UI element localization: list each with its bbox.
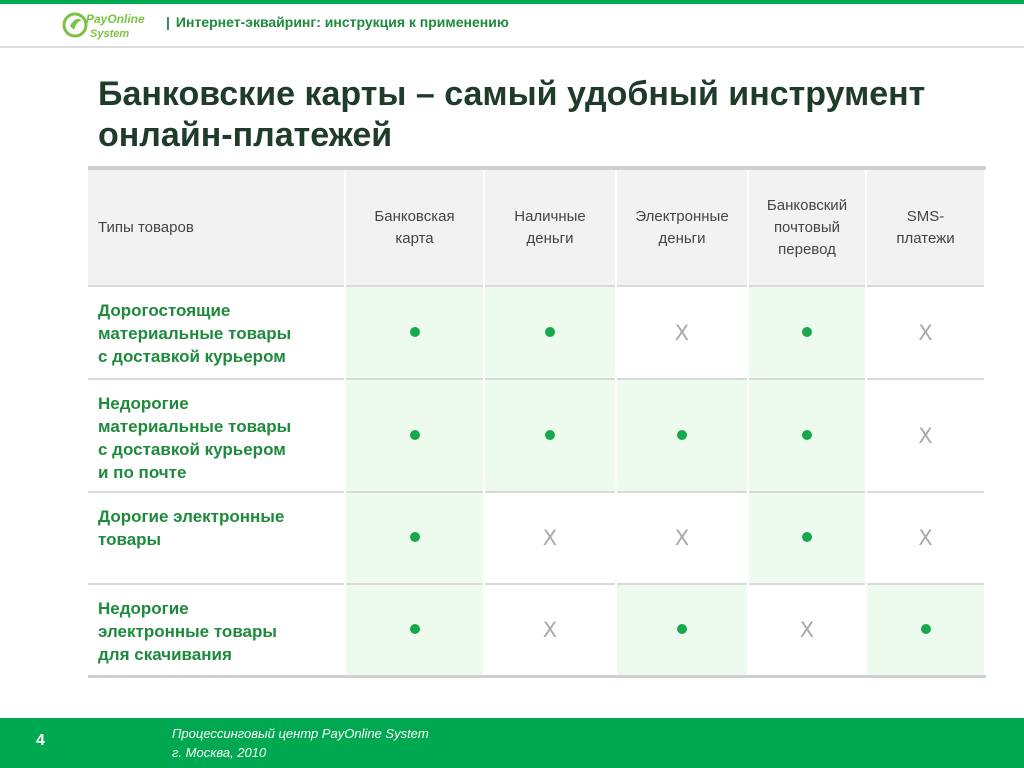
column-header-line: SMS- xyxy=(906,207,945,225)
not-supported-cross-icon: Х xyxy=(918,423,933,448)
row-header-product-type xyxy=(88,584,345,676)
column-header-postal-transfer xyxy=(748,168,866,286)
table-cell xyxy=(616,584,748,676)
table-header-row xyxy=(88,168,985,286)
not-supported-cross-icon: Х xyxy=(918,526,933,550)
table-cell xyxy=(484,492,616,584)
footer-bar xyxy=(0,718,1024,768)
footer-location-year: г. Москва, 2010 xyxy=(172,745,267,760)
not-supported-cross-icon: Х xyxy=(674,526,690,550)
not-supported-cross-icon: Х xyxy=(918,320,933,345)
svg-text:System: System xyxy=(90,28,130,40)
top-accent-bar xyxy=(0,0,1024,4)
column-header-line: Электронные xyxy=(635,207,729,225)
table-cell xyxy=(748,492,866,584)
header-subtitle xyxy=(166,14,509,30)
supported-dot-icon xyxy=(677,624,687,634)
slide-title-line-2: онлайн-платежей xyxy=(98,116,393,154)
column-header-e-money xyxy=(616,168,748,286)
column-header-sms xyxy=(866,168,985,286)
row-header-product-type xyxy=(88,492,345,584)
svg-text:PayOnline: PayOnline xyxy=(86,12,145,26)
payment-methods-table xyxy=(88,166,986,678)
column-header-line: карта xyxy=(395,229,434,247)
row-header-line: Дорогостоящие xyxy=(98,301,231,320)
table-row xyxy=(88,286,985,379)
column-header-bank-card xyxy=(345,168,484,286)
column-header-line: перевод xyxy=(778,240,836,258)
table-cell xyxy=(616,492,748,584)
supported-dot-icon xyxy=(410,430,420,440)
table-cell xyxy=(484,286,616,379)
table-row xyxy=(88,379,985,492)
row-header-line: для скачивания xyxy=(98,645,232,664)
payonline-logo xyxy=(62,8,162,42)
column-header-cash xyxy=(484,168,616,286)
column-header-line: деньги xyxy=(526,229,574,247)
supported-dot-icon xyxy=(545,327,555,337)
header-divider xyxy=(0,46,1024,48)
row-header-line: материальные товары xyxy=(98,417,292,436)
column-header-line: деньги xyxy=(658,229,706,247)
table-cell xyxy=(748,379,866,492)
column-header-line: почтовый xyxy=(773,218,841,236)
supported-dot-icon xyxy=(802,430,812,440)
row-header-line: и по почте xyxy=(98,463,187,482)
table-cell xyxy=(748,584,866,676)
supported-dot-icon xyxy=(677,430,687,440)
row-header-line: товары xyxy=(98,530,162,549)
column-header-line: Банковская xyxy=(374,207,455,225)
row-header-line: с доставкой курьером xyxy=(98,347,286,366)
table-cell xyxy=(345,286,484,379)
row-header-product-type xyxy=(88,379,345,492)
table-row xyxy=(88,492,985,584)
table-row xyxy=(88,584,985,676)
table-cell xyxy=(345,379,484,492)
column-header-line: Наличные xyxy=(514,207,586,225)
supported-dot-icon xyxy=(802,532,812,542)
column-header-line: платежи xyxy=(896,229,955,247)
table-cell xyxy=(484,379,616,492)
header-subtitle-text: Интернет-эквайринг: инструкция к применению xyxy=(175,14,509,30)
table-cell xyxy=(345,584,484,676)
supported-dot-icon xyxy=(410,532,420,542)
slide-title xyxy=(98,74,978,156)
row-header-line: Дорогие электронные xyxy=(98,507,285,526)
table-cell xyxy=(748,286,866,379)
page-number: 4 xyxy=(36,732,45,749)
table-cell xyxy=(866,584,985,676)
table-cell xyxy=(616,379,748,492)
table-cell xyxy=(345,492,484,584)
column-header-line: Банковский xyxy=(766,196,848,214)
table-cell xyxy=(616,286,748,379)
header-separator: | xyxy=(166,14,170,30)
not-supported-cross-icon: Х xyxy=(799,617,815,642)
not-supported-cross-icon: Х xyxy=(542,526,558,550)
supported-dot-icon xyxy=(410,624,420,634)
table-cell xyxy=(484,584,616,676)
supported-dot-icon xyxy=(410,327,420,337)
supported-dot-icon xyxy=(802,327,812,337)
supported-dot-icon xyxy=(545,430,555,440)
table-cell xyxy=(866,379,985,492)
row-header-line: Недорогие xyxy=(98,394,189,413)
not-supported-cross-icon: Х xyxy=(674,320,690,345)
row-header-product-type xyxy=(88,286,345,379)
footer-company: Процессинговый центр PayOnline System xyxy=(172,726,429,741)
table-cell xyxy=(866,492,985,584)
supported-dot-icon xyxy=(921,624,931,634)
row-header-line: материальные товары xyxy=(98,324,292,343)
row-header-line: электронные товары xyxy=(98,622,277,641)
corner-header: Типы товаров xyxy=(88,168,345,286)
row-header-line: с доставкой курьером xyxy=(98,440,286,459)
not-supported-cross-icon: Х xyxy=(542,617,558,642)
table-cell xyxy=(866,286,985,379)
slide-title-line-1: Банковские карты – самый удобный инструмент xyxy=(98,75,926,113)
row-header-line: Недорогие xyxy=(98,599,189,618)
